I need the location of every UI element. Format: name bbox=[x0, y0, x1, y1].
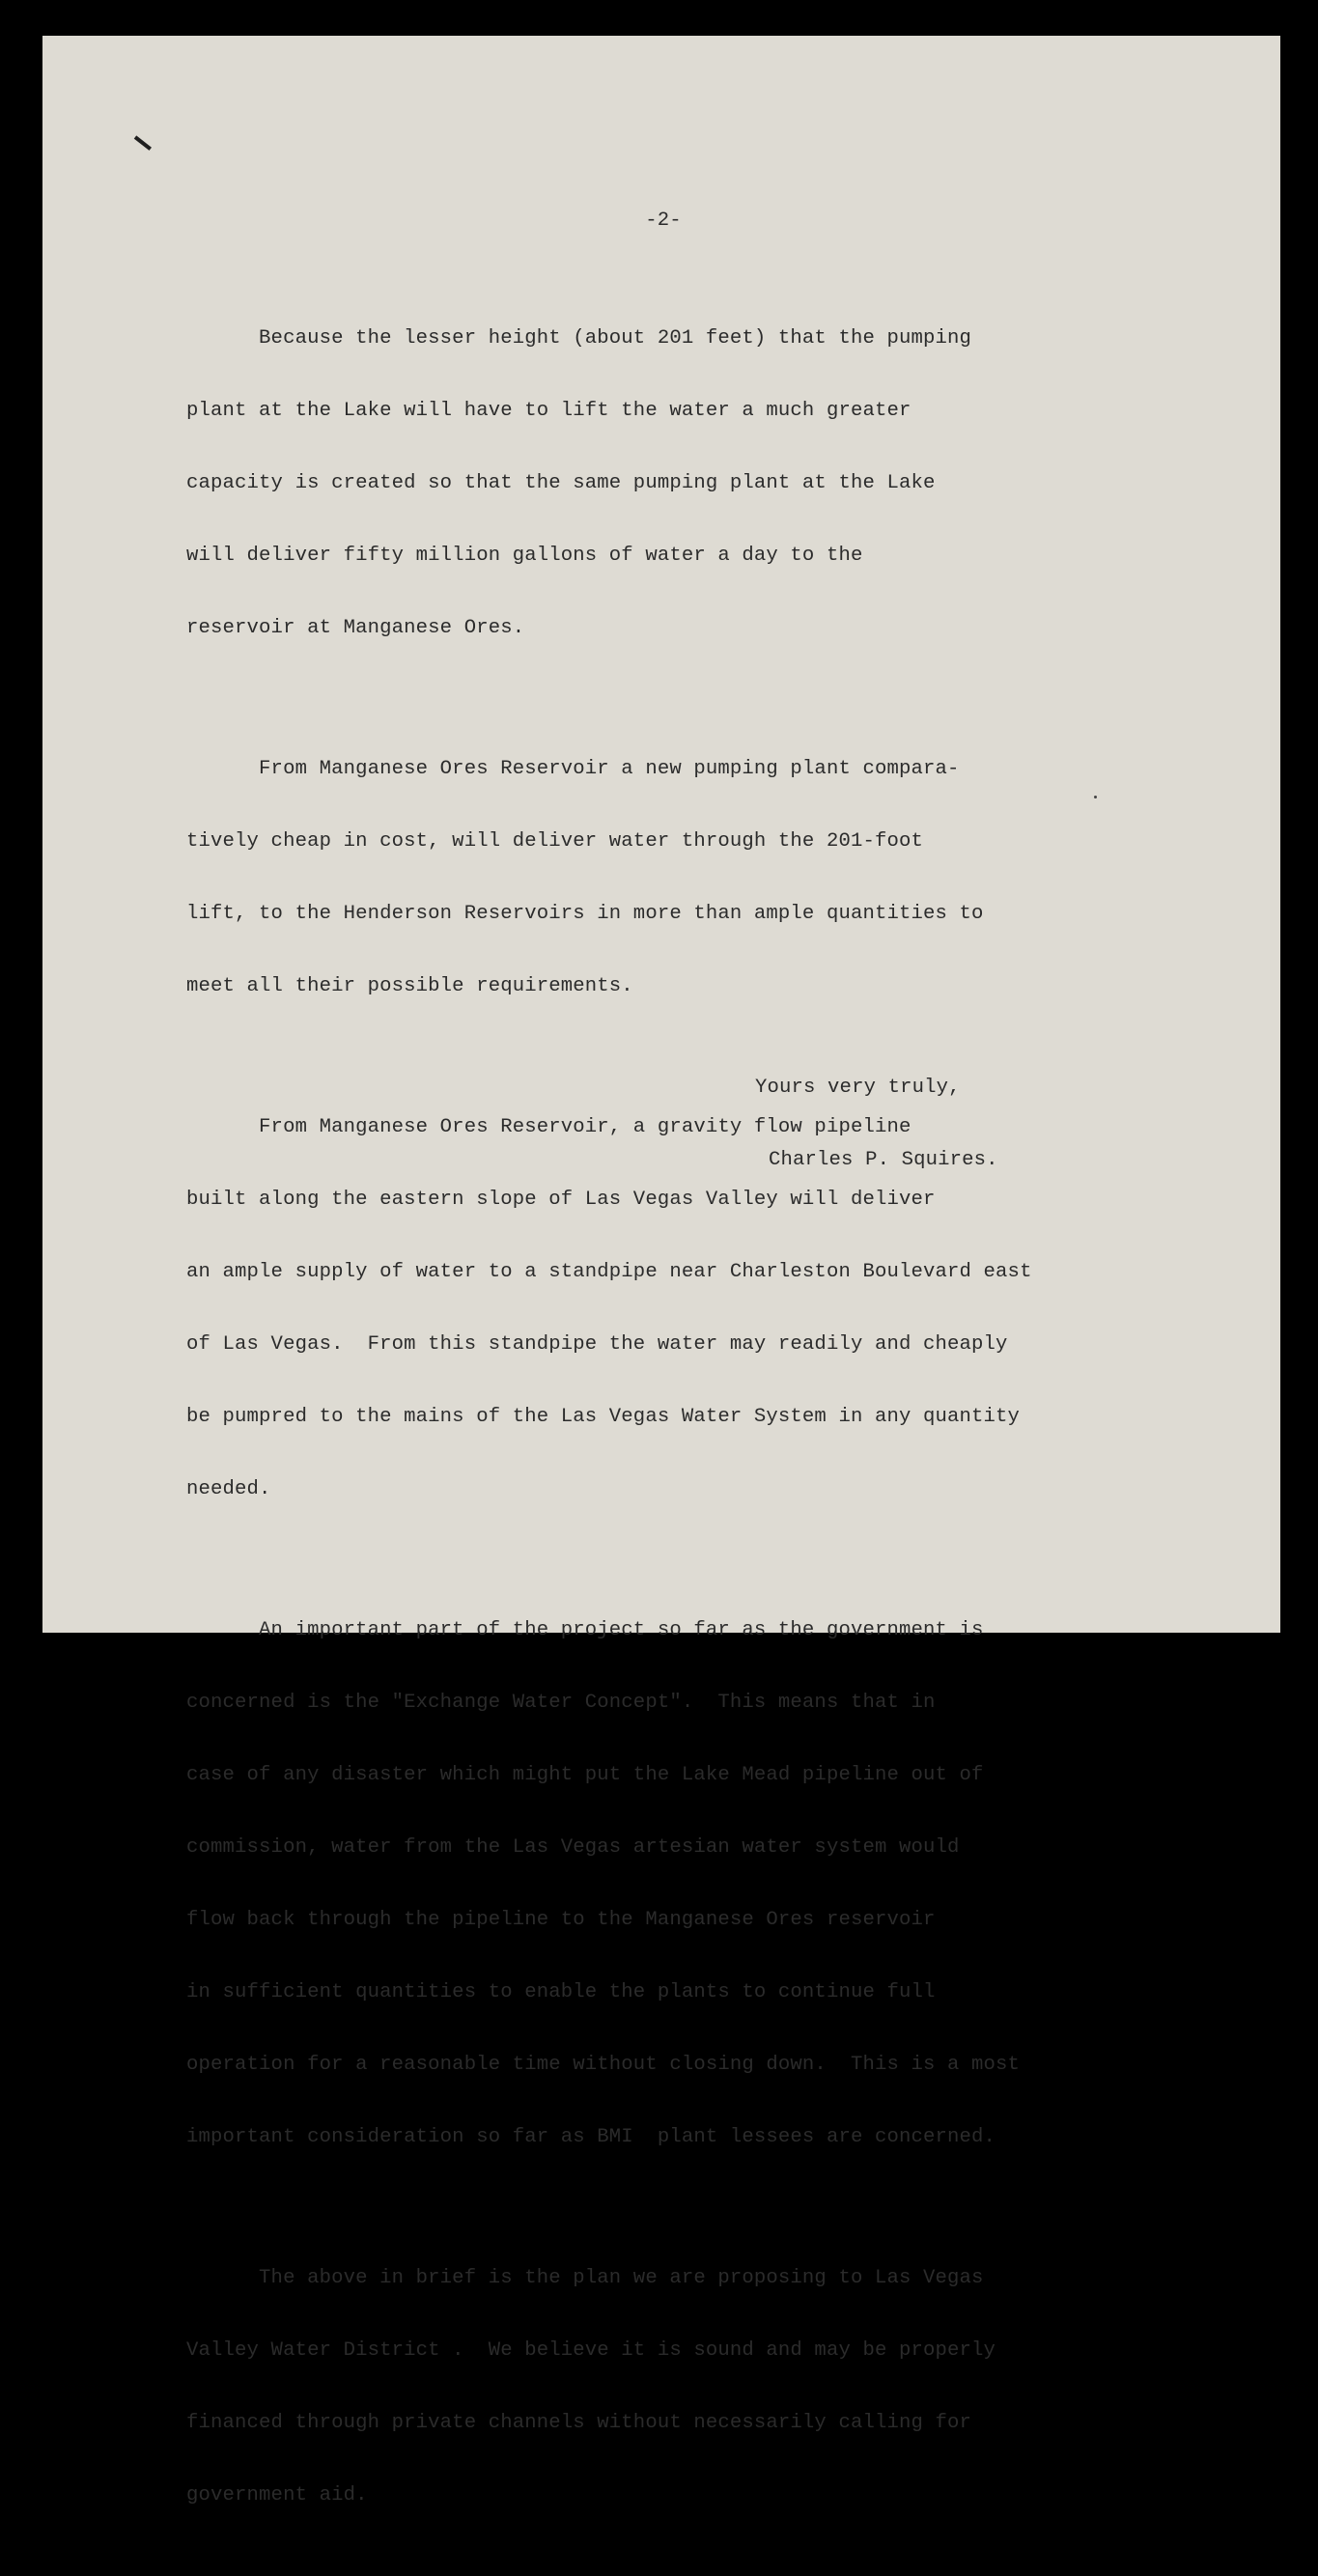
text-line: Because the lesser height (about 201 feet) that the pumping bbox=[186, 327, 972, 350]
pencil-tick-mark bbox=[134, 135, 152, 150]
text-line: plant at the Lake will have to lift the water a much greater bbox=[186, 400, 911, 422]
text-line: case of any disaster which might put the Lake Mead pipeline out of bbox=[186, 1764, 984, 1786]
text-line: tively cheap in cost, will deliver water through the 201-foot bbox=[186, 830, 924, 853]
text-line: The above in brief is the plan we are proposing to Las Vegas bbox=[186, 2267, 984, 2289]
text-line: An important part of the project so far as the government is bbox=[186, 1619, 984, 1641]
text-line: flow back through the pipeline to the Manganese Ores reservoir bbox=[186, 1909, 936, 1931]
text-line: of Las Vegas. From this standpipe the water may readily and cheaply bbox=[186, 1333, 1008, 1356]
text-line: lift, to the Henderson Reservoirs in more than ample quantities to bbox=[186, 903, 984, 925]
letter-body bbox=[186, 278, 1258, 2576]
text-line: concerned is the "Exchange Water Concept". This means that in bbox=[186, 1692, 936, 1714]
text-line: an ample supply of water to a standpipe near Charleston Boulevard east bbox=[186, 1261, 1032, 1283]
text-line: in sufficient quantities to enable the plants to continue full bbox=[186, 1981, 936, 2003]
text-line: built along the eastern slope of Las Vegas Valley will deliver bbox=[186, 1189, 936, 1211]
text-line: commission, water from the Las Vegas artesian water system would bbox=[186, 1836, 960, 1859]
text-line: capacity is created so that the same pumping plant at the Lake bbox=[186, 472, 936, 494]
paragraph-3 bbox=[186, 1067, 1258, 1550]
text-line: government aid. bbox=[186, 2484, 368, 2506]
text-line: needed. bbox=[186, 1478, 271, 1500]
text-line: important consideration so far as BMI plant lessees are concerned. bbox=[186, 2126, 996, 2148]
text-line: meet all their possible requirements. bbox=[186, 975, 633, 997]
text-line: financed through private channels without necessarily calling for bbox=[186, 2412, 972, 2434]
text-line: From Manganese Ores Reservoir, a gravity flow pipeline bbox=[186, 1116, 911, 1138]
letter-page bbox=[42, 36, 1280, 2506]
text-line: Valley Water District . We believe it is sound and may be properly bbox=[186, 2339, 996, 2362]
page-number: -2- bbox=[645, 210, 682, 232]
text-line: operation for a reasonable time without closing down. This is a most bbox=[186, 2054, 1021, 2076]
paragraph-5 bbox=[186, 2218, 1258, 2556]
complimentary-closing: Yours very truly, bbox=[755, 1077, 961, 1099]
stray-ink-dot bbox=[1094, 796, 1097, 798]
paragraph-2 bbox=[186, 709, 1258, 1047]
paragraph-1 bbox=[186, 278, 1258, 688]
text-line: be pumpred to the mains of the Las Vegas Water System in any quantity bbox=[186, 1406, 1021, 1428]
text-line: will deliver fifty million gallons of water a day to the bbox=[186, 545, 863, 567]
paragraph-4 bbox=[186, 1570, 1258, 2198]
signature-name: Charles P. Squires. bbox=[769, 1149, 998, 1171]
text-line: From Manganese Ores Reservoir a new pumping plant compara- bbox=[186, 758, 960, 780]
text-line: reservoir at Manganese Ores. bbox=[186, 617, 525, 639]
